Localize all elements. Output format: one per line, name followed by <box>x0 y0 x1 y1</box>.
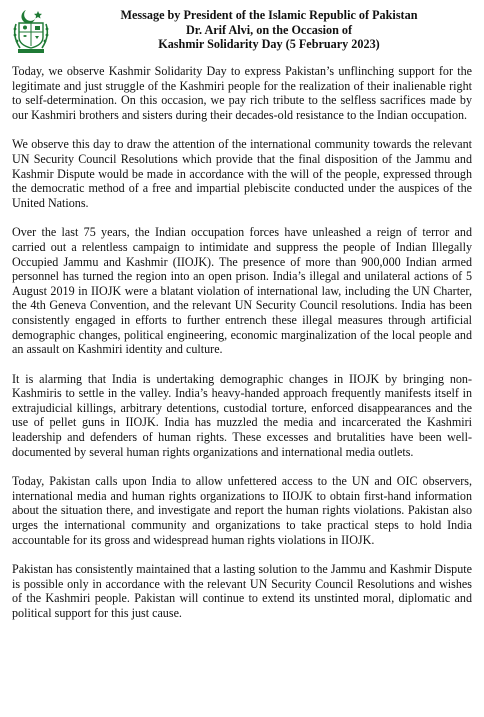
paragraph-4: It is alarming that India is undertaking demographic changes in IIOJK by bringing non-Kashmiris to settle in the valley. India’s heavy-handed approach frequently manifests itself in extrajudicial killings, arbitrary detentions, custodial torture, enforced disappearances and the use of pellet guns in IIOJK. India has muzzled the media and incarcerated the Kashmiri leadership and defenders of human rights. These excesses and brutalities have been well-documented by several human rights organizations and international media outlets. <box>12 371 472 459</box>
state-emblem-icon <box>10 6 52 56</box>
message-body <box>12 64 472 636</box>
title-line-1: Message by President of the Islamic Republic of Pakistan <box>120 8 418 22</box>
title-line-3: Kashmir Solidarity Day (5 February 2023) <box>158 37 380 52</box>
document-title <box>60 8 478 52</box>
paragraph-6: Pakistan has consistently maintained that a lasting solution to the Jammu and Kashmir Dispute is possible only in accordance with the relevant UN Security Council Resolutions and wishes of the Kashmiri people. Pakistan will continue to extend its unstinted moral, diplomatic and political support for this just cause. <box>12 562 472 620</box>
paragraph-2: We observe this day to draw the attention of the international community towards the relevant UN Security Council Resolutions which provide that the final disposition of the Jammu and Kashmir Dispute would be made in accordance with the will of the people, expressed through the democratic method of a free and impartial plebiscite conducted under the auspices of the United Nations. <box>12 137 472 210</box>
title-line-2: Dr. Arif Alvi, on the Occasion of <box>185 22 353 37</box>
paragraph-3: Over the last 75 years, the Indian occupation forces have unleashed a reign of terror and carried out a relentless campaign to intimidate and suppress the people of Indian Illegally Occupied Jammu and Kashmir (IIOJK). The presence of more than 900,000 Indian armed personnel has turned the region into an open prison. India’s illegal and unilateral actions of 5 August 2019 in IIOJK were a blatant violation of international law, including the UN Charter, the 4th Geneva Convention, and the relevant UN Security Council resolutions. India has been consistently engaged in efforts to further entrench these illegal measures through artificial demographic changes, political engineering, economic marginalization of the local people and an assault on Kashmiri identity and culture. <box>12 225 472 357</box>
document-header <box>0 0 484 62</box>
paragraph-5: Today, Pakistan calls upon India to allow unfettered access to the UN and OIC observers, international media and human rights organizations to IIOJK to obtain first-hand information about the situation there, and investigate and report the human rights violations. Pakistan also urges the international community and organizations to take practical steps to hold India accountable for its gross and widespread human rights violations in IIOJK. <box>12 474 472 547</box>
paragraph-1: Today, we observe Kashmir Solidarity Day to express Pakistan’s unflinching support for the legitimate and just struggle of the Kashmiri people for the realization of their inalienable right to self-determination. On this occasion, we pay rich tribute to the selfless sacrifices made by our Kashmiri brothers and sisters during their decades-old resistance to the Indian occupation. <box>12 64 472 122</box>
